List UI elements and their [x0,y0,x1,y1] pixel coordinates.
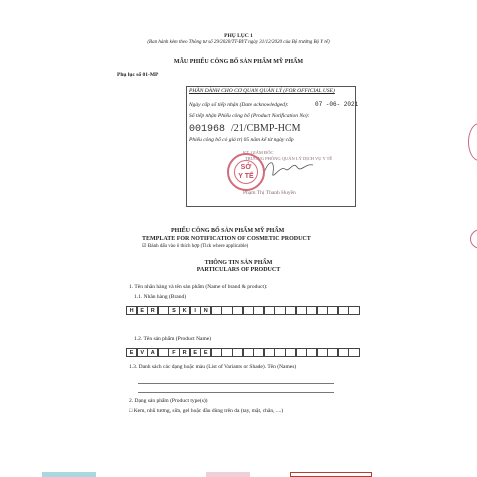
thumbnail-1[interactable] [42,472,96,477]
notification-number-label: Số tiếp nhận Phiếu công bố (Product Notification No): [189,113,310,119]
question-1: 1. Tên nhãn hàng và tên sản phẩm (Name of brand & product): [129,284,268,290]
brand-cell [232,306,243,315]
form-number: Phụ lục số 01-MP [117,72,159,78]
brand-cell [211,306,222,315]
stamp-text-line1: SỞ [240,164,252,171]
brand-cell [158,306,169,315]
brand-cell [296,306,307,315]
brand-cell: S [168,306,179,315]
appendix-title: PHỤ LỤC 1 [224,33,253,39]
product-cell [221,348,232,357]
brand-cell [338,306,349,315]
notification-number-digits: 001968 [189,124,226,135]
edge-seal-right-top [468,123,477,161]
product-cell [211,348,222,357]
brand-cell [327,306,338,315]
variant-line-1 [138,383,334,384]
product-cell: V [137,348,148,357]
product-cell [306,348,317,357]
stamp-text-line2: Y TẾ [238,173,254,180]
brand-cell: H [126,306,137,315]
date-acknowledged-value: 07 -06- 2021 [315,101,359,108]
product-cell [253,348,264,357]
question-1-2: 1.2. Tên sản phẩm (Product Name) [134,336,212,342]
official-stamp [227,153,265,191]
product-cell [338,348,349,357]
product-cell: F [168,348,179,357]
thumbnail-2[interactable] [206,472,250,477]
signer-name: Phạm Thị Thanh Huyền [243,190,296,196]
product-cell [274,348,285,357]
product-info-title-vi: THÔNG TIN SẢN PHẨM [204,260,273,266]
brand-cell [253,306,264,315]
date-acknowledged-label: Ngày cấp số tiếp nhận (Date acknowledged): [189,102,289,108]
notification-title-vi: PHIẾU CÔNG BỐ SẢN PHẨM MỸ PHẨM [171,228,285,234]
brand-cell [243,306,254,315]
product-cell: E [190,348,201,357]
notification-number [189,123,301,135]
question-1-1: 1.1. Nhãn hàng (Brand) [134,294,187,300]
edge-seal-right-bottom [470,229,477,249]
product-cell: E [200,348,211,357]
form-title: MẪU PHIẾU CÔNG BỐ SẢN PHẨM MỸ PHẨM [173,59,304,65]
brand-cell: R [147,306,158,315]
appendix-subtitle: (Ban hành kèm theo Thông tư số 29/2020/TT-BYT ngày 31/12/2020 của Bộ trưởng Bộ Y tế) [147,40,330,45]
signer-title: KT. GIÁM ĐỐC [243,150,274,155]
product-cell [232,348,243,357]
brand-cell [221,306,232,315]
product-cell [158,348,169,357]
brand-cell: K [179,306,190,315]
official-box-title: PHẦN DÀNH CHO CƠ QUAN QUẢN LÝ (FOR OFFICIAL USE) [189,88,335,94]
brand-cell [264,306,275,315]
thumbnail-3[interactable] [290,472,372,477]
brand-cell [348,306,359,315]
signature-icon [259,155,319,183]
brand-cell [306,306,317,315]
product-cell [285,348,296,357]
product-cell: A [147,348,158,357]
signer-organization: TRƯỞNG PHÒNG QUẢN LÝ DỊCH VỤ Y TẾ [245,156,333,161]
product-cell: R [179,348,190,357]
variant-line-2 [138,392,334,393]
brand-name-grid [126,306,359,315]
validity-note: Phiếu công bố có giá trị 05 năm kể từ ngày cấp [189,137,294,143]
product-name-grid [126,348,359,357]
product-cell [296,348,307,357]
brand-cell: N [200,306,211,315]
product-cell: E [126,348,137,357]
notification-number-suffix: /21/CBMP-HCM [231,123,301,134]
product-cell [264,348,275,357]
official-use-box [186,86,359,207]
brand-cell [285,306,296,315]
product-cell [348,348,359,357]
question-2: 2. Dạng sản phẩm (Product type(s)) [129,398,208,404]
brand-cell [317,306,328,315]
product-type-option: □ Kem, nhũ tương, sữa, gel hoặc dầu dùng trên da (tay, mặt, chân, ....) [129,408,284,414]
product-cell [317,348,328,357]
product-cell [243,348,254,357]
product-info-title-en: PARTICULARS OF PRODUCT [196,267,281,273]
brand-cell [274,306,285,315]
question-1-3: 1.3. Danh sách các dạng hoặc màu (List of Variants or Shade). Tên (Names) [129,364,297,370]
brand-cell: I [190,306,201,315]
notification-title-en: TEMPLATE FOR NOTIFICATION OF COSMETIC PRODUCT [142,236,311,242]
brand-cell: E [137,306,148,315]
stamp-center [234,160,258,184]
product-cell [327,348,338,357]
tick-note: ☑ Đánh dấu vào ô thích hợp (Tick where applicable) [142,244,249,249]
